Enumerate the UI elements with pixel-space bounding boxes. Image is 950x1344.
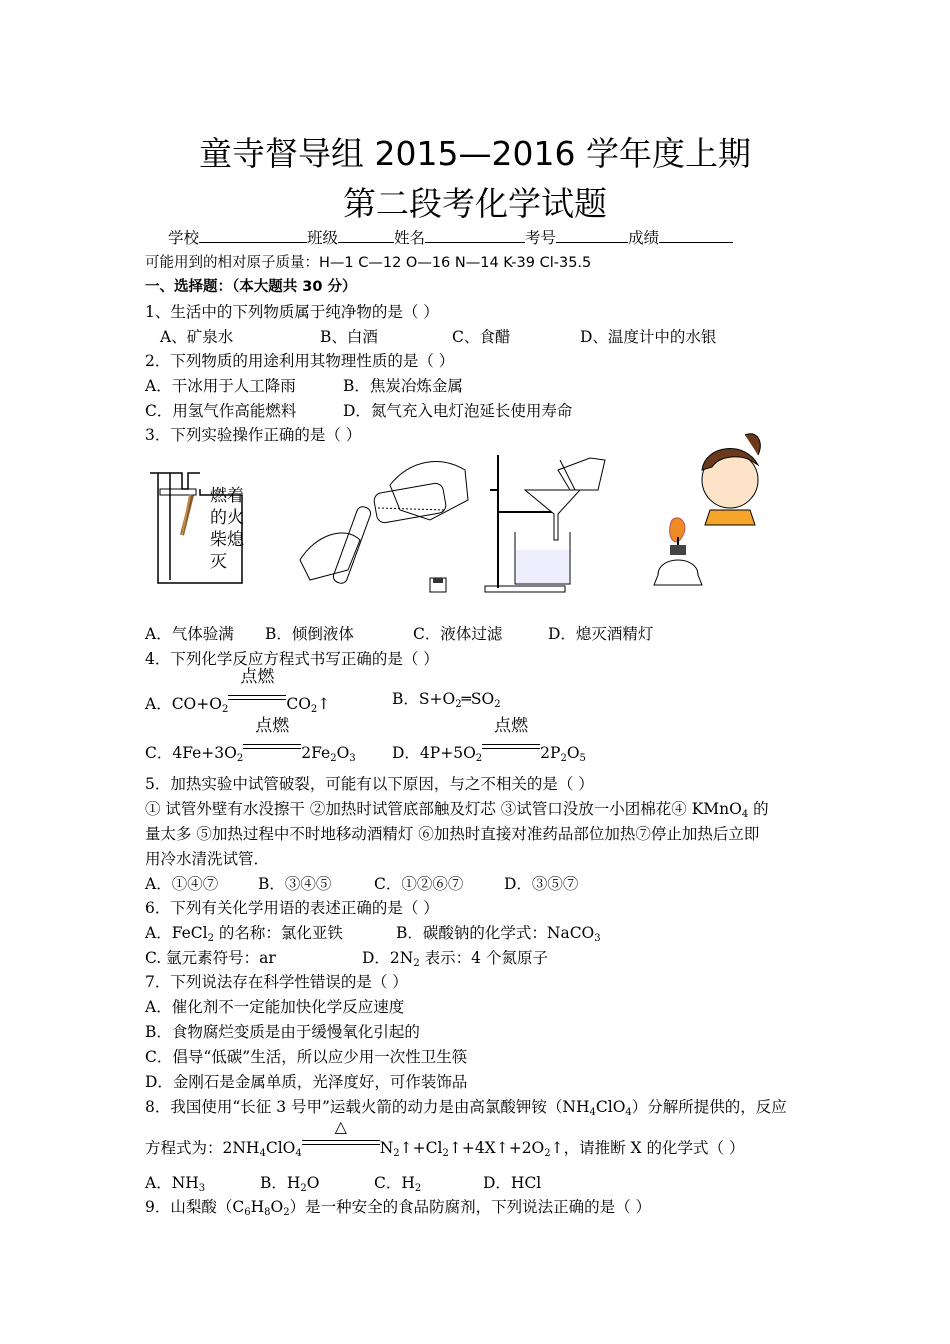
q4-b-rhs: ═SO xyxy=(461,690,495,708)
section-1-heading: 一、选择题：（本大题共 30 分） xyxy=(145,279,357,295)
q8-b-post: O xyxy=(306,1174,320,1192)
pouring-liquid-figure xyxy=(290,450,470,600)
title-line-2: 第二段考化学试题 xyxy=(343,184,607,223)
sub: 2 xyxy=(221,704,229,715)
sub: 2 xyxy=(310,704,318,715)
q9-stem-end: ）是一种安全的食品防腐剂，下列说法正确的是（ ） xyxy=(289,1198,652,1216)
q8-option-a xyxy=(145,1173,205,1193)
sub: 2 xyxy=(330,753,337,764)
q8-eq-cl: ↑+Cl xyxy=(399,1139,443,1157)
q4-a-rhs: CO xyxy=(286,695,311,713)
q8-b-text: B．H xyxy=(260,1174,301,1192)
name-blank[interactable] xyxy=(425,228,525,243)
sub: 2 xyxy=(544,1148,551,1159)
q6-option-a xyxy=(145,923,343,943)
class-blank[interactable] xyxy=(338,228,394,243)
q7-option-d: D．金刚石是金属单质，光泽度好，可作装饰品 xyxy=(145,1073,468,1091)
ignite-condition-arrow xyxy=(228,667,286,709)
sub: 4 xyxy=(295,1148,302,1159)
q2-option-a: A．干冰用于人工降雨 xyxy=(145,377,296,395)
sub: 3 xyxy=(594,933,601,944)
heat-symbol: △ xyxy=(334,1117,347,1136)
sub: 3 xyxy=(198,1183,206,1194)
q4-option-d: D．$4P+5O_2$ 点燃 $2P_2O_5$ xyxy=(392,716,586,764)
q4-option-b xyxy=(392,689,501,709)
q6-d-formula: D．2N xyxy=(362,949,414,967)
q8-option-b xyxy=(260,1173,320,1193)
sub: 6 xyxy=(244,1207,251,1218)
q4-option-c: C．$4Fe+3O_2$ 点燃 $2Fe_2O_3$ xyxy=(145,716,356,764)
q9-stem-a: 9．山梨酸（C xyxy=(145,1198,245,1216)
q6-a-formula: A．FeCl xyxy=(145,924,208,942)
q8-equation xyxy=(145,1117,745,1159)
q5-option-a: A．①④⑦ xyxy=(145,875,219,893)
sub: 8 xyxy=(264,1207,271,1218)
score-label: 成绩 xyxy=(628,229,660,247)
q3-option-a: A．气体验满 xyxy=(145,625,234,643)
q2-option-c: C．用氢气作高能燃料 xyxy=(145,402,297,420)
q5-option-d: D．③⑤⑦ xyxy=(504,875,579,893)
q8-eq-o: ↑+4X↑+2O xyxy=(448,1139,545,1157)
q3-option-d: D．熄灭酒精灯 xyxy=(548,625,654,643)
ignite-label: 点燃 xyxy=(494,716,529,736)
q2-stem: 2．下列物质的用途利用其物理性质的是（ ） xyxy=(145,352,455,370)
q8-option-d: D．HCl xyxy=(483,1174,542,1192)
q8-eq-end: ↑，请推断 X 的化学式（ ） xyxy=(550,1139,745,1157)
sub: 5 xyxy=(579,753,586,764)
fig-label-line-4: 灭 xyxy=(210,552,227,572)
q4-stem: 4．下列化学反应方程式书写正确的是（ ） xyxy=(145,650,439,668)
extinguish-lamp-figure xyxy=(650,425,770,600)
q4-c-rhs: 2Fe xyxy=(301,744,331,762)
q6-option-d xyxy=(362,948,548,968)
sub: 4 xyxy=(741,809,749,820)
class-label: 班级 xyxy=(307,229,339,247)
sub: 2 xyxy=(475,753,483,764)
q7-option-b: B．食物腐烂变质是由于缓慢氧化引起的 xyxy=(145,1023,420,1041)
q9-stem-o: O xyxy=(270,1198,284,1216)
q9-stem xyxy=(145,1197,651,1217)
filtration-figure xyxy=(480,450,620,600)
q7-option-c: C．倡导“低碳”生活，所以应少用一次性卫生筷 xyxy=(145,1048,468,1066)
q6-stem: 6．下列有关化学用语的表述正确的是（ ） xyxy=(145,899,439,917)
q8-option-c xyxy=(374,1173,421,1193)
q6-a-text: 的名称：氯化亚铁 xyxy=(213,924,343,942)
q8-eq-n: N xyxy=(379,1139,394,1157)
q1-option-c: C、食醋 xyxy=(452,328,511,346)
sub: 2 xyxy=(393,1148,400,1159)
sub: 2 xyxy=(414,1183,422,1194)
q4-d-rhs: 2P xyxy=(540,744,561,762)
fig-label-line-1: 燃着 xyxy=(210,486,244,506)
sub: 2 xyxy=(442,1148,449,1159)
q6-b-text: B．碳酸钠的化学式：NaCO xyxy=(396,924,595,942)
sub: 2 xyxy=(283,1207,290,1218)
q8-a-text: A．NH xyxy=(145,1174,199,1192)
q5-option-c: C．①②⑥⑦ xyxy=(374,875,464,893)
q8-stem-b: ClO xyxy=(595,1098,626,1116)
school-label: 学校 xyxy=(168,229,200,247)
student-info-line xyxy=(168,228,733,248)
q7-stem: 7．下列说法存在科学性错误的是（ ） xyxy=(145,973,408,991)
q4-c-lhs: C．4Fe+3O xyxy=(145,744,237,762)
fig-label-line-2: 的火 xyxy=(210,508,244,528)
q6-d-text: 表示：4 个氮原子 xyxy=(419,949,548,967)
exam-no-blank[interactable] xyxy=(556,228,628,243)
q7-option-a: A．催化剂不一定能加快化学反应速度 xyxy=(145,998,405,1016)
sub: 2 xyxy=(236,753,244,764)
q4-a-lhs: A．CO+O xyxy=(145,695,222,713)
q1-option-d: D、温度计中的水银 xyxy=(580,328,717,346)
q6-option-c: C. 氩元素符号：ar xyxy=(145,949,276,967)
exam-no-label: 考号 xyxy=(525,229,557,247)
q2-option-b: B．焦炭冶炼金属 xyxy=(343,377,463,395)
ignite-label: 点燃 xyxy=(255,716,290,736)
q5-line1-end: 的 xyxy=(748,800,769,818)
q8-eq-lhs: 方程式为：2NH xyxy=(145,1139,260,1157)
school-blank[interactable] xyxy=(199,228,307,243)
q6-option-b xyxy=(396,923,601,943)
sub: 2 xyxy=(207,933,214,944)
q8-eq-mid: ClO xyxy=(265,1139,296,1157)
sub: 4 xyxy=(625,1107,632,1118)
ignite-condition-arrow xyxy=(482,716,540,758)
q1-stem: 1、生活中的下列物质属于纯净物的是（ ） xyxy=(145,303,439,321)
q9-stem-h: H xyxy=(250,1198,265,1216)
q8-c-text: C．H xyxy=(374,1174,415,1192)
q5-stem: 5．加热实验中试管破裂，可能有以下原因，与之不相关的是（ ） xyxy=(145,775,594,793)
q4-d-lhs: D．4P+5O xyxy=(392,744,476,762)
q3-stem: 3．下列实验操作正确的是（ ） xyxy=(145,426,362,444)
q5-reasons-line-3: 用冷水清洗试管． xyxy=(145,850,270,868)
q8-stem-c: ）分解所提供的，反应 xyxy=(631,1098,787,1116)
heat-condition-arrow xyxy=(302,1117,380,1153)
q4-option-a: A．$CO+O_2$ 点燃 $CO_2↑$ xyxy=(145,667,331,715)
sub: 2 xyxy=(413,958,420,969)
q3-option-c: C．液体过滤 xyxy=(413,625,503,643)
q4-b-lhs: B．S+O xyxy=(392,690,456,708)
title-line-1: 童寺督导组 2015—2016 学年度上期 xyxy=(199,134,751,173)
sub: 3 xyxy=(349,753,356,764)
q5-option-b: B．③④⑤ xyxy=(258,875,332,893)
q3-option-b: B．倾倒液体 xyxy=(265,625,354,643)
ignite-label: 点燃 xyxy=(240,667,275,687)
sub: 2 xyxy=(300,1183,307,1194)
sub: 2 xyxy=(455,699,462,710)
q8-stem xyxy=(145,1097,787,1117)
sub: 4 xyxy=(589,1107,596,1118)
sub: 2 xyxy=(494,699,501,710)
ignite-condition-arrow xyxy=(243,716,301,758)
sub: 4 xyxy=(259,1148,266,1159)
sub: 2 xyxy=(560,753,567,764)
q5-reasons-line-2: 量太多 ⑤加热过程中不时地移动酒精灯 ⑥加热时直接对准药品部位加热⑦停止加热后立即 xyxy=(145,825,760,843)
q5-line1-text: ① 试管外壁有水没擦干 ②加热时试管底部触及灯芯 ③试管口没放一小团棉花④ KMnO xyxy=(145,800,742,818)
q3-fig-a-label xyxy=(210,485,244,573)
q1-option-a: A、矿泉水 xyxy=(160,328,234,346)
q1-option-b: B、白酒 xyxy=(320,328,378,346)
q8-stem-a: 8．我国使用“长征 3 号甲”运载火箭的动力是由高氯酸钾铵（NH xyxy=(145,1098,590,1116)
score-blank[interactable] xyxy=(659,228,733,243)
q2-option-d: D．氮气充入电灯泡延长使用寿命 xyxy=(343,402,573,420)
atomic-masses: 可能用到的相对原子质量：H—1 C—12 O—16 N—14 K-39 Cl-35.5 xyxy=(145,255,592,271)
fig-label-line-3: 柴熄 xyxy=(210,530,244,550)
name-label: 姓名 xyxy=(394,229,426,247)
q5-reasons-line-1 xyxy=(145,799,769,819)
